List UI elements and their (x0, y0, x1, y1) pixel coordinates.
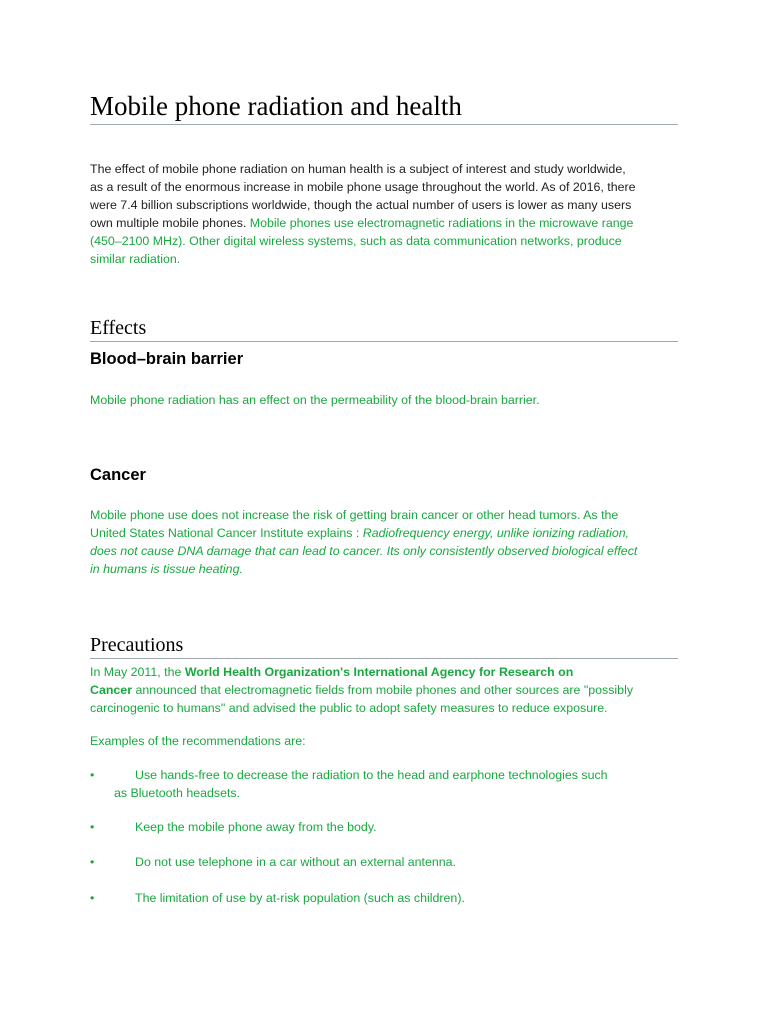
list-item-text: The limitation of use by at-risk population (such as children). (135, 891, 465, 905)
list-item-text-cont: as Bluetooth headsets. (114, 786, 241, 800)
precautions-line-2b: announced that electromagnetic fields from mobile phones and other sources are "possibly (132, 683, 634, 697)
list-item-text: Use hands-free to decrease the radiation to the head and earphone technologies such (135, 768, 608, 782)
bullet-icon: • (90, 820, 95, 834)
cancer-line-3: does not cause DNA damage that can lead to cancer. Its only consistently observed biological effect (90, 544, 638, 558)
cancer-line-4: in humans is tissue heating. (90, 562, 243, 576)
cancer-line-2 (90, 524, 678, 542)
examples-intro: Examples of the recommendations are: (90, 734, 306, 748)
intro-line-4 (90, 214, 678, 232)
who-iarc-link[interactable]: World Health Organization's International Agency for Research on (184, 665, 574, 679)
mobile-phone-link[interactable]: mobile phone (306, 180, 382, 194)
precautions-line-1 (90, 663, 678, 681)
subsection-bbb-heading: Blood–brain barrier (90, 350, 244, 368)
bullet-icon: • (90, 855, 95, 869)
intro-line-2b: usage throughout the world. As of 2016, there (381, 180, 636, 194)
intro-paragraph (90, 160, 678, 268)
intro-line-2a: as a result of the enormous increase in (90, 180, 307, 194)
intro-line-4a: own multiple mobile phones. (90, 216, 250, 230)
bullet-icon: • (90, 891, 95, 905)
cancer-line-2a: United States National Cancer Institute explains : (90, 526, 363, 540)
intro-line-3: were 7.4 billion subscriptions worldwide, though the actual number of users is lower as many users (90, 198, 632, 212)
section-effects-heading: Effects (90, 316, 678, 342)
intro-line-5: (450–2100 MHz). Other digital wireless systems, such as data communication networks, produce (90, 234, 622, 248)
precautions-line-3: carcinogenic to humans" and advised the public to adopt safety measures to reduce exposure. (90, 701, 608, 715)
who-iarc-link-end[interactable]: Cancer (90, 683, 133, 697)
intro-line-4b: Mobile phones use electromagnetic radiations in the microwave range (249, 216, 634, 230)
cancer-paragraph (90, 506, 678, 578)
bullet-icon: • (90, 768, 95, 782)
precautions-line-2 (90, 681, 678, 699)
intro-line-1: The effect of mobile phone radiation on human health is a subject of interest and study worldwide, (90, 162, 626, 176)
intro-line-2 (90, 178, 678, 196)
cancer-line-1: Mobile phone use does not increase the risk of getting brain cancer or other head tumors. As the (90, 508, 619, 522)
intro-line-6: similar radiation. (90, 252, 181, 266)
subsection-cancer-heading: Cancer (90, 466, 146, 484)
nci-quote-start: Radiofrequency energy, unlike ionizing radiation, (362, 526, 630, 540)
page-title: Mobile phone radiation and health (90, 90, 678, 125)
bbb-paragraph: Mobile phone radiation has an effect on the permeability of the blood-brain barrier. (90, 393, 540, 407)
precautions-paragraph (90, 663, 678, 717)
list-item-text: Keep the mobile phone away from the body. (135, 820, 377, 834)
section-precautions-heading: Precautions (90, 633, 678, 659)
precautions-line-1a: In May 2011, the (90, 665, 185, 679)
list-item-text: Do not use telephone in a car without an external antenna. (135, 855, 457, 869)
